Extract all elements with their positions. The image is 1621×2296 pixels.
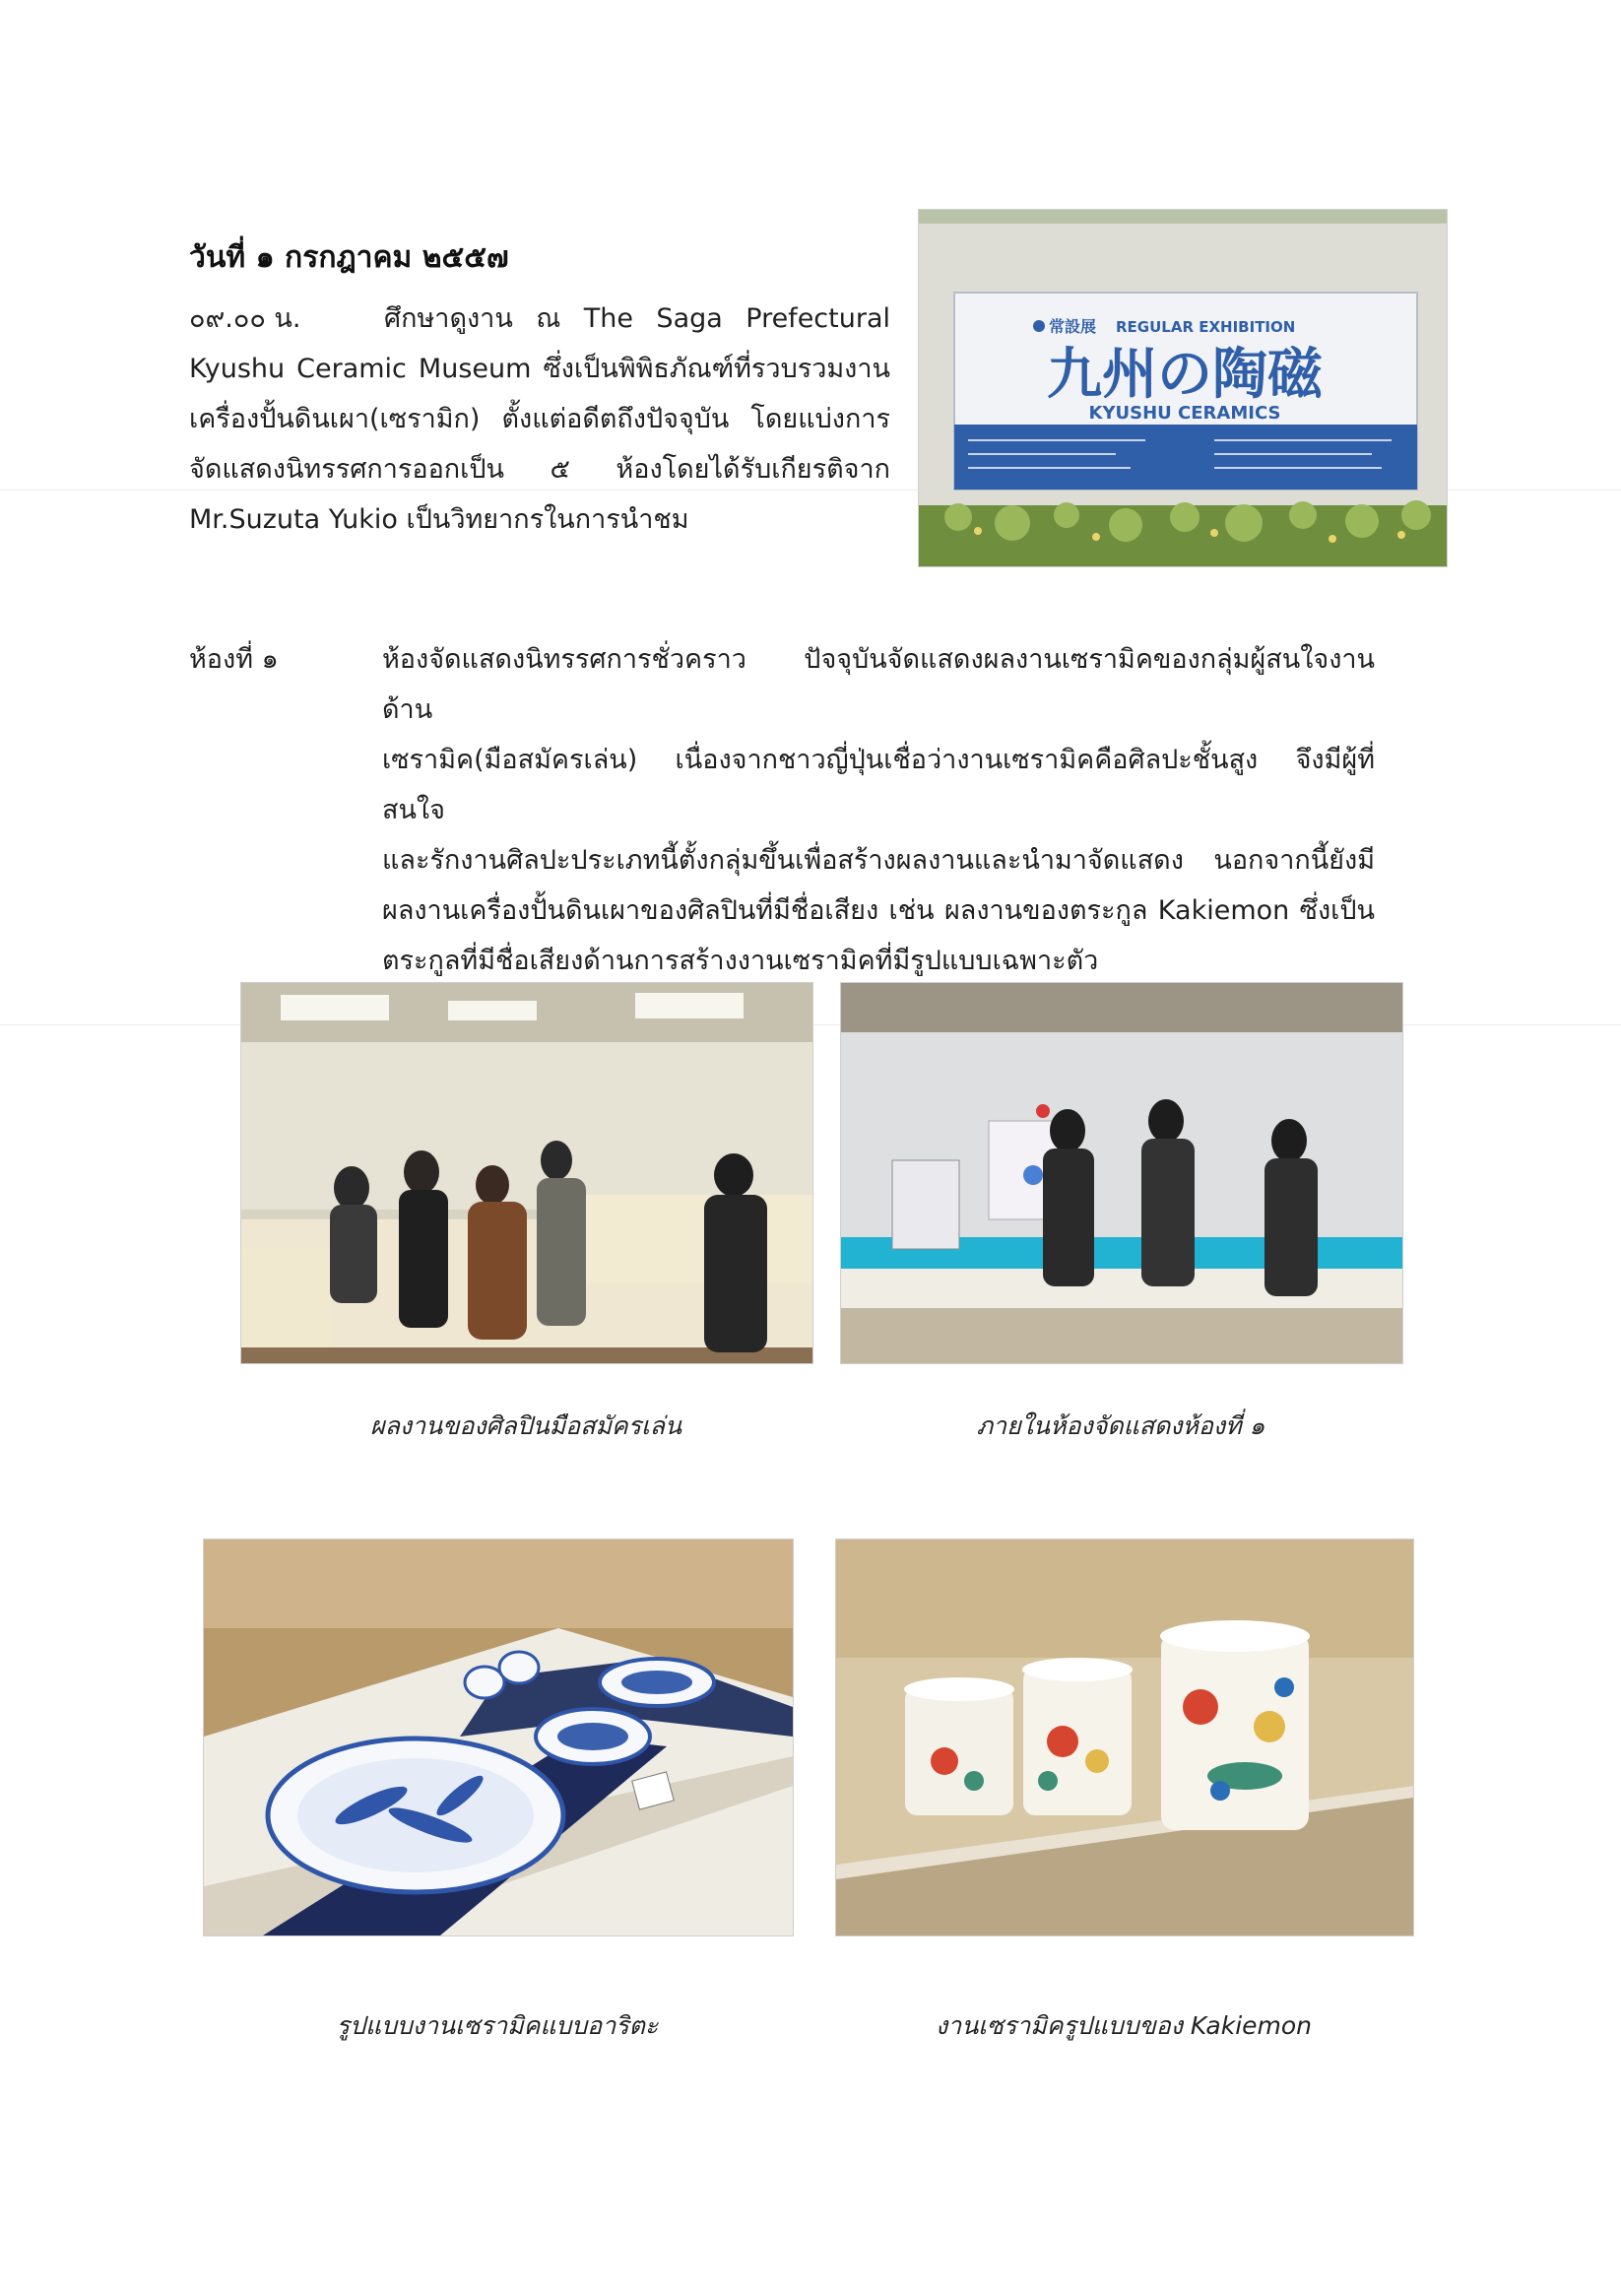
visit-line: Kyushu Ceramic Museum ซึ่งเป็นพิพิธภัณฑ์ที่รวบรวมงาน	[189, 354, 890, 384]
sign-regular-text: REGULAR EXHIBITION	[1116, 318, 1296, 336]
sign-english-text: KYUSHU CERAMICS	[1088, 403, 1281, 424]
caption-arita-ceramics: รูปแบบงานเซรามิคแบบอาริตะ	[336, 2011, 659, 2040]
date-heading: วันที่ ๑ กรกฎาคม ๒๕๕๗	[189, 240, 509, 275]
room-line: ตระกูลที่มีชื่อเสียงด้านการสร้างงานเซรามิคที่มีรูปแบบเฉพาะตัว	[382, 946, 1099, 976]
amateur-artworks-photo	[240, 982, 813, 1364]
sign-tag-text: 常設展	[1049, 317, 1097, 336]
caption-amateur-artworks: ผลงานของศิลปินมือสมัครเล่น	[369, 1411, 682, 1440]
exhibition-room-photo	[840, 982, 1403, 1364]
caption-exhibition-room: ภายในห้องจัดแสดงห้องที่ ๑	[976, 1411, 1265, 1440]
room-paragraph	[382, 634, 1375, 986]
visit-line: จัดแสดงนิทรรศการออกเป็น ๕ ห้องโดยได้รับเกียรติจาก	[189, 454, 890, 485]
visit-paragraph	[189, 294, 890, 545]
visit-line: ๐๙.๐๐ น. ศึกษาดูงาน ณ The Saga Prefectural	[189, 294, 890, 344]
room-line: ผลงานเครื่องปั้นดินเผาของศิลปินที่มีชื่อเสียง เช่น ผลงานของตระกูล Kakiemon ซึ่งเป็น	[382, 895, 1375, 926]
visit-line: Mr.Suzuta Yukio เป็นวิทยากรในการนำชม	[189, 504, 689, 535]
arita-ceramics-photo	[203, 1539, 794, 1936]
room-line: ห้องจัดแสดงนิทรรศการชั่วคราว ปัจจุบันจัดแสดงผลงานเซรามิคของกลุ่มผู้สนใจงานด้าน	[382, 644, 1375, 725]
visit-time: ๐๙.๐๐ น.	[189, 303, 301, 334]
room-line: และรักงานศิลปะประเภทนี้ตั้งกลุ่มขึ้นเพื่อสร้างผลงานและนำมาจัดแสดง นอกจากนี้ยังมี	[382, 845, 1375, 876]
sign-kanji-text: 九州の陶磁	[1047, 343, 1323, 407]
room-label: ห้องที่ ๑	[189, 644, 279, 675]
room-line: เซรามิค(มือสมัครเล่น) เนื่องจากชาวญี่ปุ่นเชื่อว่างานเซรามิคคือศิลปะชั้นสูง จึงมีผู้ที่สนใจ	[382, 745, 1375, 825]
kakiemon-ceramics-photo	[835, 1539, 1414, 1936]
visit-line: เครื่องปั้นดินเผา(เซรามิก) ตั้งแต่อดีตถึงปัจจุบัน โดยแบ่งการ	[189, 404, 890, 434]
caption-kakiemon-ceramics: งานเซรามิครูปแบบของ Kakiemon	[935, 2011, 1313, 2040]
museum-sign-photo	[918, 209, 1448, 567]
